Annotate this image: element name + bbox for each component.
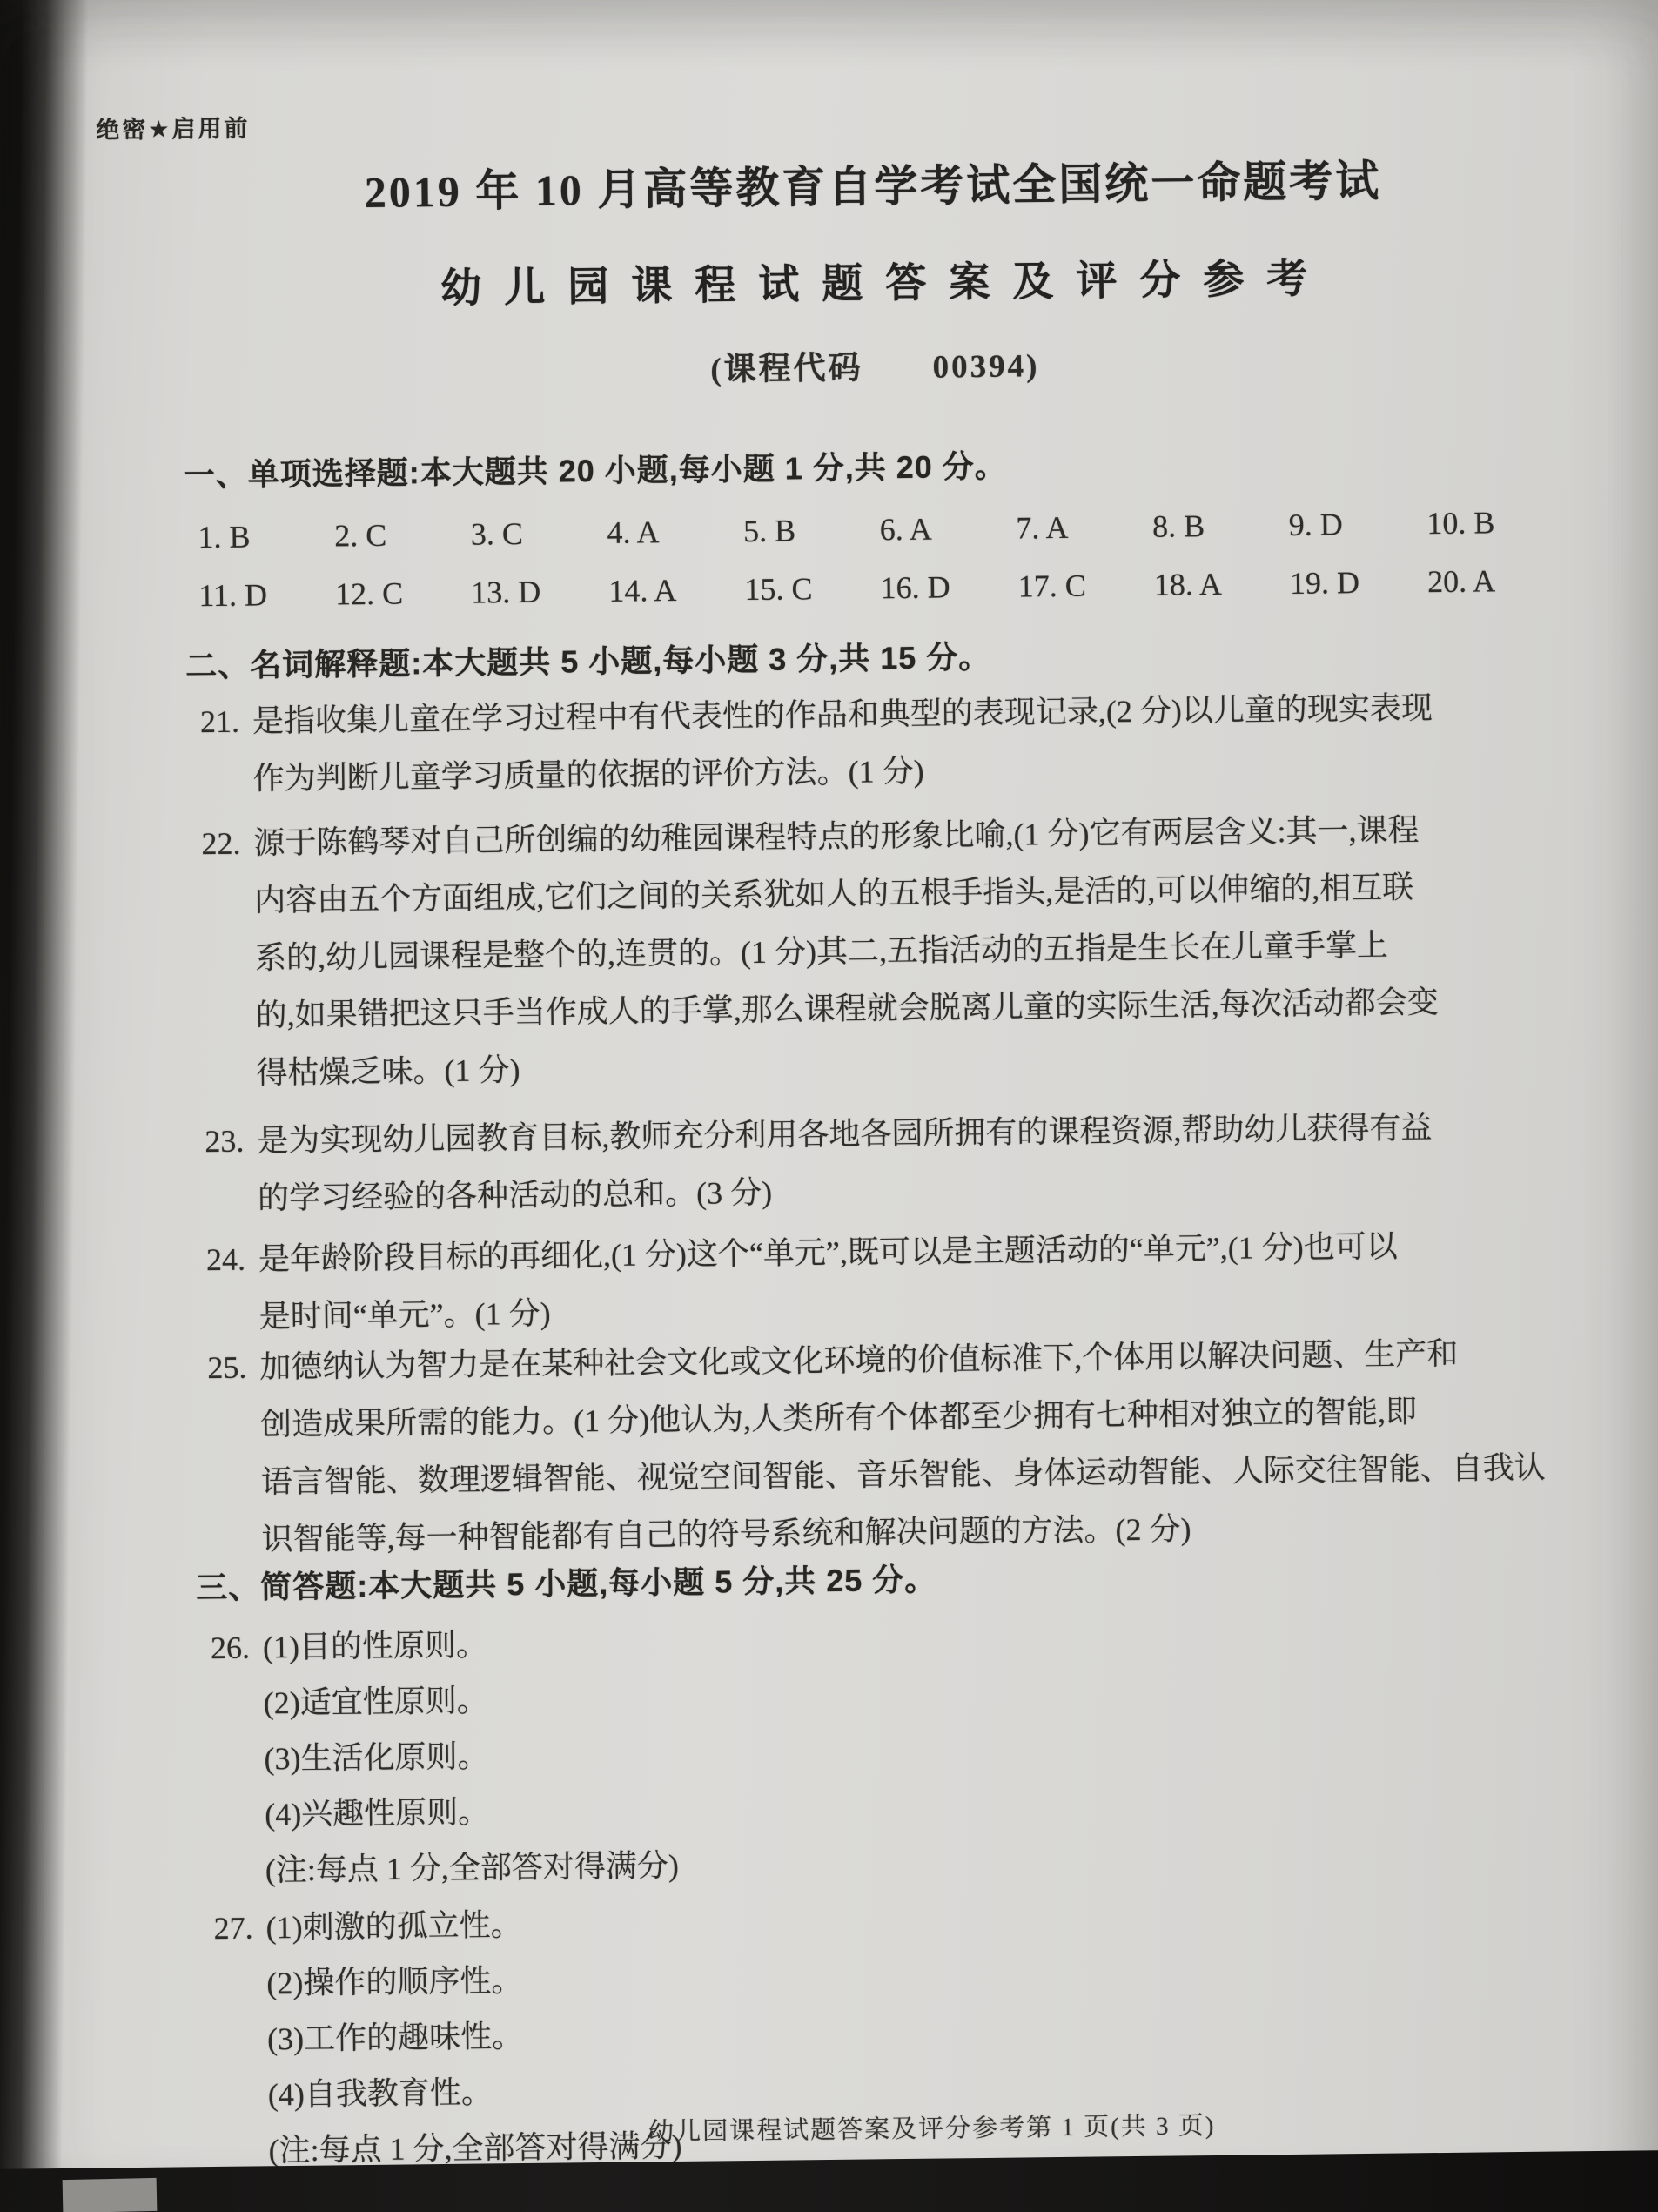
underlying-page-corner: [63, 2178, 158, 2212]
mcq-answer-17: 17. C: [1017, 568, 1086, 604]
exam-title: 2019 年 10 月高等教育自学考试全国统一命题考试: [364, 156, 1382, 217]
definition-item-22: [201, 799, 1562, 1102]
mcq-answer-5: 5. B: [742, 513, 796, 549]
mcq-answer-15: 15. C: [744, 571, 813, 608]
item-line: 是时间“单元”。(1 分): [258, 1295, 551, 1335]
mcq-answer-20: 20. A: [1426, 563, 1496, 600]
mcq-answer-6: 6. A: [879, 511, 933, 548]
item-line: 是指收集儿童在学习过程中有代表性的作品和典型的表现记录,(2 分)以儿童的现实表现: [252, 690, 1433, 739]
item-line: (1)刺激的孤立性。: [265, 1907, 522, 1946]
item-line: 是年龄阶段目标的再细化,(1 分)这个“单元”,既可以是主题活动的“单元”,(1 分)也可以: [258, 1228, 1398, 1277]
mcq-answer-7: 7. A: [1016, 509, 1069, 546]
item-number: 21.: [199, 703, 240, 740]
mcq-answer-row-1: [198, 502, 1555, 557]
mcq-answer-11: 11. D: [198, 577, 268, 614]
item-number: 24.: [205, 1241, 246, 1278]
item-text: [259, 1323, 1567, 1568]
item-line: (1)目的性原则。: [262, 1627, 488, 1665]
item-line: 加德纳认为智力是在某种社会文化或文化环境的价值标准下,个体用以解决问题、生产和: [259, 1335, 1459, 1385]
mcq-answer-4: 4. A: [607, 514, 660, 550]
item-line: (注:每点 1 分,全部答对得满分): [268, 2128, 682, 2168]
mcq-answer-9: 9. D: [1288, 507, 1343, 542]
definition-item-25: [207, 1323, 1567, 1569]
item-line: 创造成果所需的能力。(1 分)他认为,人类所有个体都至少拥有七种相对独立的智能,即: [259, 1394, 1418, 1442]
mcq-answer-13: 13. D: [470, 574, 541, 610]
item-line: (2)操作的顺序性。: [266, 1963, 523, 2001]
item-line: 识智能等,每一种智能都有自己的符号系统和解决问题的方法。(2 分): [261, 1511, 1191, 1557]
item-text: [253, 799, 1562, 1101]
mcq-answer-16: 16. D: [880, 569, 950, 606]
item-text: [252, 677, 1559, 807]
item-line: (3)工作的趣味性。: [266, 2019, 524, 2057]
item-line: 源于陈鹤琴对自己所创编的幼稚园课程特点的形象比喻,(1 分)它有两层含义:其一,课程: [253, 812, 1420, 861]
item-number: 26.: [210, 1630, 251, 1666]
item-line: (3)生活化原则。: [264, 1738, 489, 1777]
item-line: (2)适宜性原则。: [263, 1683, 488, 1721]
mcq-answer-12: 12. C: [334, 575, 404, 612]
course-code: (课程代码 00394): [710, 348, 1040, 388]
section-1-heading: 一、单项选择题:本大题共 20 小题,每小题 1 分,共 20 分。: [183, 447, 1008, 494]
paper-title: 幼儿园课程试题答案及评分参考: [440, 254, 1331, 311]
item-line: (4)兴趣性原则。: [264, 1794, 490, 1832]
mcq-answer-18: 18. A: [1153, 566, 1223, 602]
mcq-answer-19: 19. D: [1289, 565, 1360, 601]
item-number: 23.: [205, 1123, 245, 1160]
mcq-answer-row-2: [198, 561, 1556, 615]
item-line: 的,如果错把这只手当作成人的手掌,那么课程就会脱离儿童的实际生活,每次活动都会变: [255, 985, 1439, 1033]
mcq-answer-2: 2. C: [333, 517, 387, 554]
item-line: 语言智能、数理逻辑智能、视觉空间智能、音乐智能、身体运动智能、人际交往智能、自我认: [260, 1449, 1547, 1500]
definition-item-21: [200, 677, 1559, 808]
item-text: [263, 1604, 1572, 1898]
security-classification-label: 绝密★启用前: [96, 115, 251, 144]
mcq-answer-10: 10. B: [1426, 505, 1495, 541]
item-line: 内容由五个方面组成,它们之间的关系犹如人的五根手指头,是活的,可以伸缩的,相互联: [254, 870, 1414, 918]
short-answer-item-26: [211, 1604, 1572, 1899]
mcq-answer-14: 14. A: [608, 572, 677, 608]
mcq-answer-1: 1. B: [198, 519, 251, 555]
item-number: 22.: [201, 825, 241, 862]
item-line: 是为实现幼儿园教育目标,教师充分利用各地各园所拥有的课程资源,帮助幼儿获得有益: [257, 1110, 1433, 1159]
item-number: 27.: [213, 1910, 253, 1946]
item-line: 得枯燥乏味。(1 分): [256, 1052, 520, 1091]
item-line: (注:每点 1 分,全部答对得满分): [265, 1848, 680, 1888]
item-text: [257, 1097, 1563, 1227]
mcq-answer-3: 3. C: [470, 515, 524, 552]
section-3-heading: 三、简答题:本大题共 5 小题,每小题 5 分,共 25 分。: [195, 1561, 937, 1606]
item-line: 作为判断儿童学习质量的依据的评价方法。(1 分): [252, 753, 924, 797]
item-line: 系的,幼儿园课程是整个的,连贯的。(1 分)其二,五指活动的五指是生长在儿童手掌上: [254, 927, 1389, 976]
item-line: (4)自我教育性。: [267, 2074, 493, 2113]
item-line: 的学习经验的各种活动的总和。(3 分): [257, 1174, 773, 1216]
section-2-heading: 二、名词解释题:本大题共 5 小题,每小题 3 分,共 15 分。: [185, 638, 991, 684]
item-number: 25.: [207, 1349, 247, 1386]
definition-item-23: [205, 1097, 1563, 1227]
mcq-answer-8: 8. B: [1151, 508, 1205, 544]
page-footer: 幼儿园课程试题答案及评分参考第 1 页(共 3 页): [648, 2112, 1216, 2147]
